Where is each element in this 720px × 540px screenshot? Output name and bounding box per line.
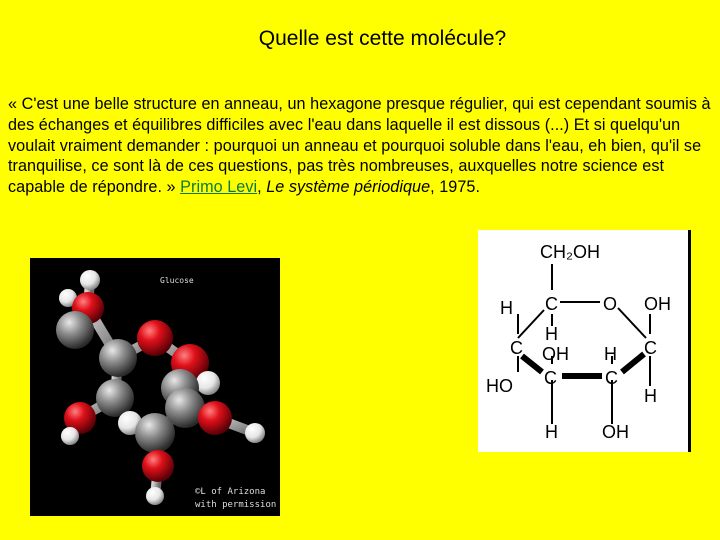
label-oh-right: OH (644, 294, 671, 314)
structure-bold-bonds (522, 354, 644, 376)
label-ho: HO (486, 376, 513, 396)
label-c1: C (644, 338, 657, 358)
label-h-c3: H (545, 422, 558, 442)
image-credit (195, 486, 276, 512)
label-c5: C (545, 294, 558, 314)
credit-line-2: with permission (195, 500, 277, 510)
label-h-c1: H (604, 344, 617, 364)
quote-year: , 1975. (430, 178, 481, 197)
label-oh-c2: OH (602, 422, 629, 442)
structure-labels (486, 242, 671, 442)
quote-text: « C'est une belle structure en anneau, un hexagone presque régulier, qui est cependant soumis à des échanges et équilibres difficiles avec l'eau dans laquelle il est dissous (...) Et si quelqu'un voulait vraiment demander : pourquoi un anneau et pourquoi soluble dans l'eau, eh bien, qu'il se tranquilise, ce sont là de ces questions, pas très nombreuses, auxquelles notre science est capable de répondre. » (8, 95, 711, 197)
credit-line-1: ©L of Arizona (195, 487, 266, 497)
glucose-ball-model-image (30, 258, 280, 516)
quote-separator: , (257, 178, 267, 197)
book-title: Le système périodique (266, 178, 431, 197)
label-ch2oh: CH₂OH (540, 242, 600, 262)
atoms (56, 270, 265, 505)
slide-title: Quelle est cette molécule? (258, 27, 507, 50)
label-c2: C (605, 368, 618, 388)
quote-paragraph (8, 94, 714, 198)
label-h-c5: H (545, 324, 558, 344)
author-link[interactable]: Primo Levi (180, 178, 258, 197)
label-h-c1-lower: H (644, 386, 657, 406)
structure-bonds (518, 264, 650, 424)
ball-and-stick-model (30, 258, 280, 516)
label-ring-o: O (603, 294, 618, 314)
haworth-structure-image (478, 230, 691, 452)
label-c4: C (510, 338, 523, 358)
label-c3: C (544, 368, 557, 388)
haworth-projection (478, 230, 688, 452)
model-label: Glucose (160, 276, 194, 285)
label-h-upper-left: H (500, 298, 513, 318)
label-oh-c4: OH (542, 344, 569, 364)
